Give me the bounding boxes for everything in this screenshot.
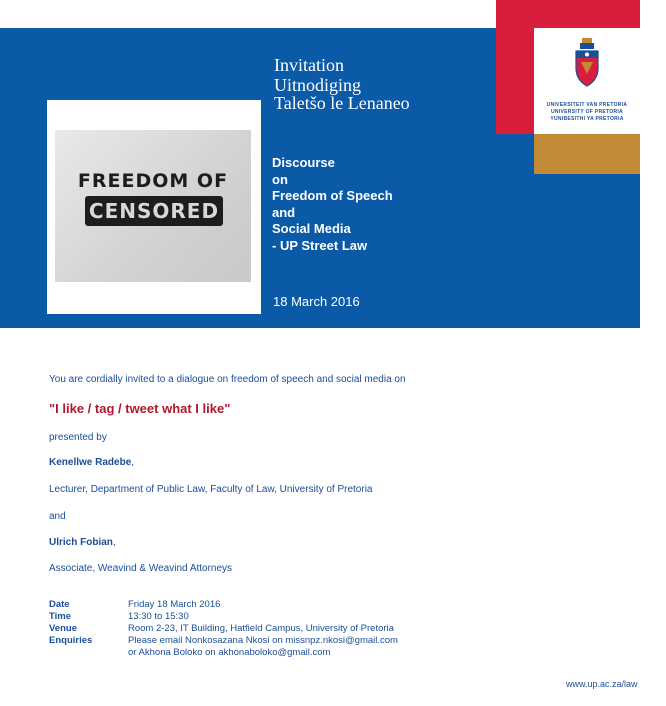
and-text: and [49,511,66,522]
detail-value-venue: Room 2-23, IT Building, Hatfield Campus, University of Pretoria [128,623,394,634]
photo-frame [47,100,261,314]
detail-label-enquiries: Enquiries [49,635,93,646]
title-invitation: Invitation [274,55,344,75]
censored-stamp [67,170,239,228]
gold-accent-block [534,134,640,174]
logo-text-english: UNIVERSITY OF PRETORIA [551,109,623,115]
topic-line: - UP Street Law [272,237,368,253]
topic-line: Social Media [272,221,351,236]
speaker-1-role: Lecturer, Department of Public Law, Faculty of Law, University of Pretoria [49,484,373,495]
speaker-1 [49,457,134,468]
logo-text-sepedi: YUNIBESITHI YA PRETORIA [550,116,624,122]
title-uitnodiging: Uitnodiging [274,75,362,95]
speaker-2 [49,537,116,548]
topic-line: on [272,171,288,187]
presented-by: presented by [49,432,107,443]
stamp-line-1: FREEDOM OF [77,170,229,192]
speaker-2-name: Ulrich Fobian [49,537,113,548]
university-logo [534,28,640,134]
detail-label-time: Time [49,611,72,622]
detail-label-date: Date [49,599,70,610]
intro-text: You are cordially invited to a dialogue on freedom of speech and social media on [49,374,406,385]
speaker-1-name: Kenellwe Radebe [49,457,132,468]
detail-value-time: 13:30 to 15:30 [128,611,189,622]
logo-text-afrikaans: UNIVERSITEIT VAN PRETORIA [546,102,628,108]
website-link[interactable]: www.up.ac.za/law [566,679,638,689]
detail-value-date: Friday 18 March 2016 [128,599,221,610]
banner-date: 18 March 2016 [273,294,360,309]
detail-value-enquiries-2: or Akhona Boloko on akhonaboloko@gmail.com [128,647,331,658]
stamp-line-2: CENSORED [88,199,220,223]
detail-value-enquiries: Please email Nonkosazana Nkosi on missnpz.nkosi@gmail.com [128,635,398,646]
topic-line: Freedom of Speech [272,188,393,203]
freedom-censored-image [55,130,251,282]
detail-label-venue: Venue [49,623,77,634]
title-taletso: Taletšo le Lenaneo [274,93,410,113]
topic-line: and [272,204,296,220]
stamp-box [85,196,223,226]
speaker-2-role: Associate, Weavind & Weavind Attorneys [49,563,233,574]
event-title: "I like / tag / tweet what I like" [49,401,231,416]
crest-icon [573,38,601,88]
event-topic [272,155,393,254]
speaker-1-comma: , [131,457,135,468]
topic-line: Discourse [272,155,335,170]
speaker-2-comma: , [112,537,116,548]
